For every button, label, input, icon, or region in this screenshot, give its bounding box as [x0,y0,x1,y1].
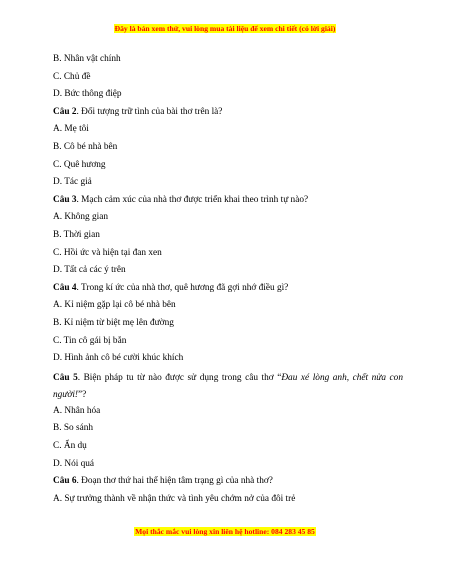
question-label: Câu 5 [53,372,78,383]
question-label: Câu 4 [53,282,77,293]
answer-option: D. Tác giả [53,177,92,188]
hotline-notice-text: Mọi thắc mắc vui lòng xin liên hệ hotline: 084 283 45 85 [135,527,315,536]
answer-option: C. Hồi ức và hiện tại đan xen [53,247,162,258]
answer-option: C. Tin cô gái bị bắn [53,335,127,346]
question-3 [53,194,403,212]
question-2 [53,106,403,124]
answer-option: D. Bức thông điệp [53,89,122,100]
answer-option: C. Ẩn dụ [53,441,87,452]
answer-option: B. Kỉ niệm từ biệt mẹ lên đường [53,317,174,328]
answer-option: B. So sánh [53,423,94,434]
answer-option: B. Thời gian [53,229,100,240]
quoted-verse: Đau xé lòng anh, chết nửa con người! [53,372,403,401]
question-6 [53,475,403,493]
question-text: . Đoạn thơ thứ hai thể hiện tâm trạng gì của nhà thơ? [76,476,273,487]
preview-notice [0,24,450,34]
answer-option: C. Chủ đề [53,71,91,82]
question-label: Câu 3 [53,194,77,205]
answer-option: A. Không gian [53,212,109,223]
answer-option: A. Nhân hóa [53,405,101,416]
answer-option: B. Cô bé nhà bên [53,141,118,152]
answer-option: D. Hình ảnh cô bé cười khúc khích [53,353,184,364]
question-text: . Đối tượng trữ tình của bài thơ trên là? [76,106,223,117]
answer-option: A. Mẹ tôi [53,124,89,135]
hotline-notice [0,527,450,537]
answer-option: B. Nhân vật chính [53,54,121,64]
answer-option: C. Quê hương [53,159,106,170]
answer-option: D. Tất cả các ý trên [53,265,126,276]
document-body [53,53,403,510]
preview-notice-text: Đây là bản xem thử, vui lòng mua tài liệu để xem chi tiết (có lời giải) [114,24,336,33]
question-label: Câu 2 [53,106,77,117]
question-text: . Mạch cảm xúc của nhà thơ được triển khai theo trình tự nào? [76,194,309,205]
question-4 [53,282,403,300]
answer-option: A. Kỉ niệm gặp lại cô bé nhà bên [53,300,176,311]
answer-option: D. Nói quá [53,458,95,469]
question-label: Câu 6 [53,476,77,487]
question-text-end: ”? [78,390,87,401]
question-text: . Biện pháp tu từ nào được sử dụng trong câu thơ “ [77,372,282,383]
answer-option: A. Sự trưởng thành về nhận thức và tình yêu chớm nở của đôi trẻ [53,493,296,504]
question-text: . Trong kí ức của nhà thơ, quê hương đã gợi nhớ điều gì? [76,282,289,293]
question-5 [53,370,403,405]
